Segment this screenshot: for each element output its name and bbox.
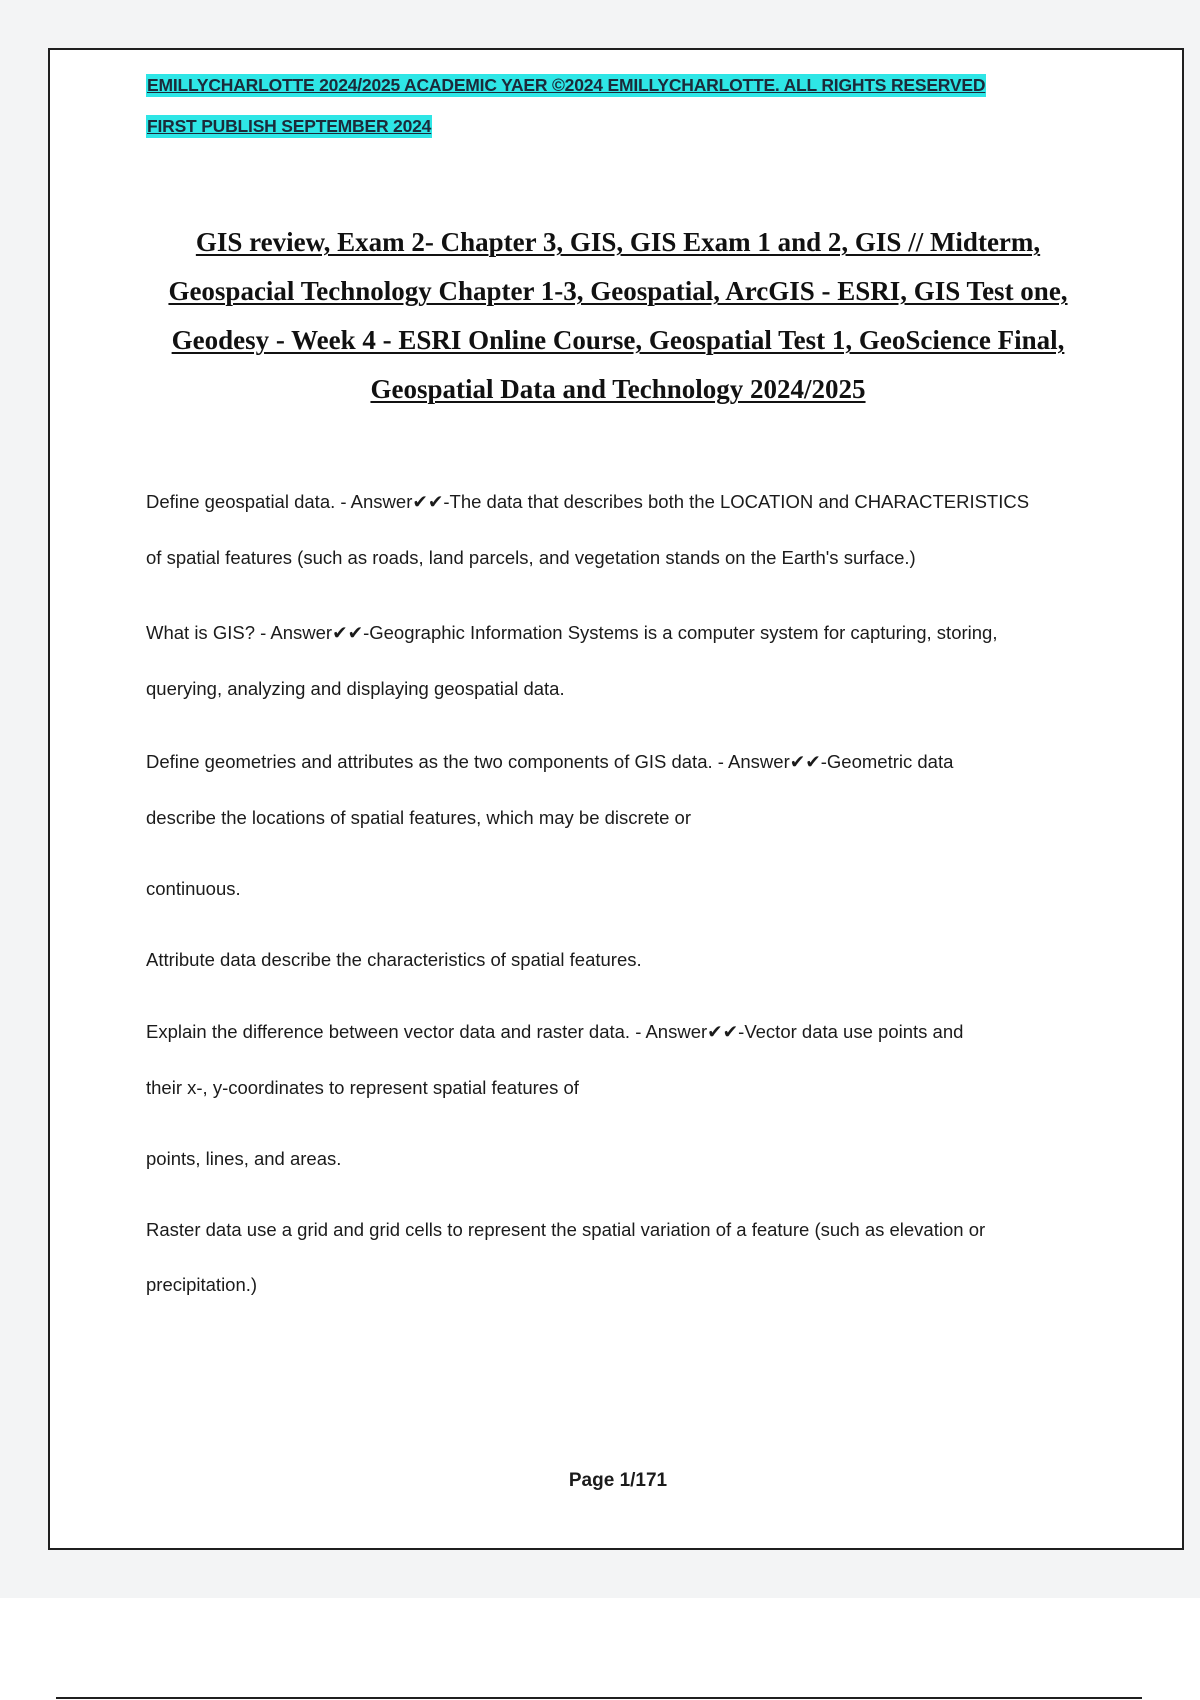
- text-line: describe the locations of spatial features, which may be discrete or: [146, 807, 692, 828]
- title-line: Geodesy - Week 4 - ESRI Online Course, Geospatial Test 1, GeoScience Final,: [171, 325, 1065, 355]
- title-line: Geospacial Technology Chapter 1-3, Geospatial, ArcGIS - ESRI, GIS Test one,: [168, 276, 1068, 306]
- text-line: points, lines, and areas.: [146, 1148, 342, 1169]
- text-line: Define geometries and attributes as the two components of GIS data. - Answer✔✔-Geometric data: [146, 751, 954, 772]
- divider-line: [56, 1697, 1142, 1699]
- document-title: [110, 218, 1126, 414]
- text-line: Raster data use a grid and grid cells to represent the spatial variation of a feature (such as elevation or: [146, 1219, 986, 1240]
- copyright-header: [146, 74, 986, 138]
- text-line: of spatial features (such as roads, land parcels, and vegetation stands on the Earth's surface.): [146, 547, 916, 568]
- document-page: [48, 48, 1184, 1550]
- text-line: What is GIS? - Answer✔✔-Geographic Information Systems is a computer system for capturing, storing,: [146, 622, 998, 643]
- next-page-preview: [0, 1598, 1200, 1700]
- text-line: continuous.: [146, 878, 241, 899]
- text-line: Explain the difference between vector data and raster data. - Answer✔✔-Vector data use points and: [146, 1021, 964, 1042]
- text-line: their x-, y-coordinates to represent spatial features of: [146, 1077, 579, 1098]
- title-line: Geospatial Data and Technology 2024/2025: [370, 374, 866, 404]
- publish-date-line: FIRST PUBLISH SEPTEMBER 2024: [147, 116, 432, 136]
- text-line: Define geospatial data. - Answer✔✔-The data that describes both the LOCATION and CHARACTERISTICS: [146, 491, 1030, 512]
- title-line: GIS review, Exam 2- Chapter 3, GIS, GIS Exam 1 and 2, GIS // Midterm,: [195, 227, 1041, 257]
- copyright-line: EMILLYCHARLOTTE 2024/2025 ACADEMIC YAER ©2024 EMILLYCHARLOTTE. ALL RIGHTS RESERVED: [147, 75, 986, 95]
- text-line: Attribute data describe the characteristics of spatial features.: [146, 949, 642, 970]
- text-line: precipitation.): [146, 1274, 258, 1295]
- text-line: querying, analyzing and displaying geospatial data.: [146, 678, 565, 699]
- page-number: Page 1/171: [568, 1470, 668, 1491]
